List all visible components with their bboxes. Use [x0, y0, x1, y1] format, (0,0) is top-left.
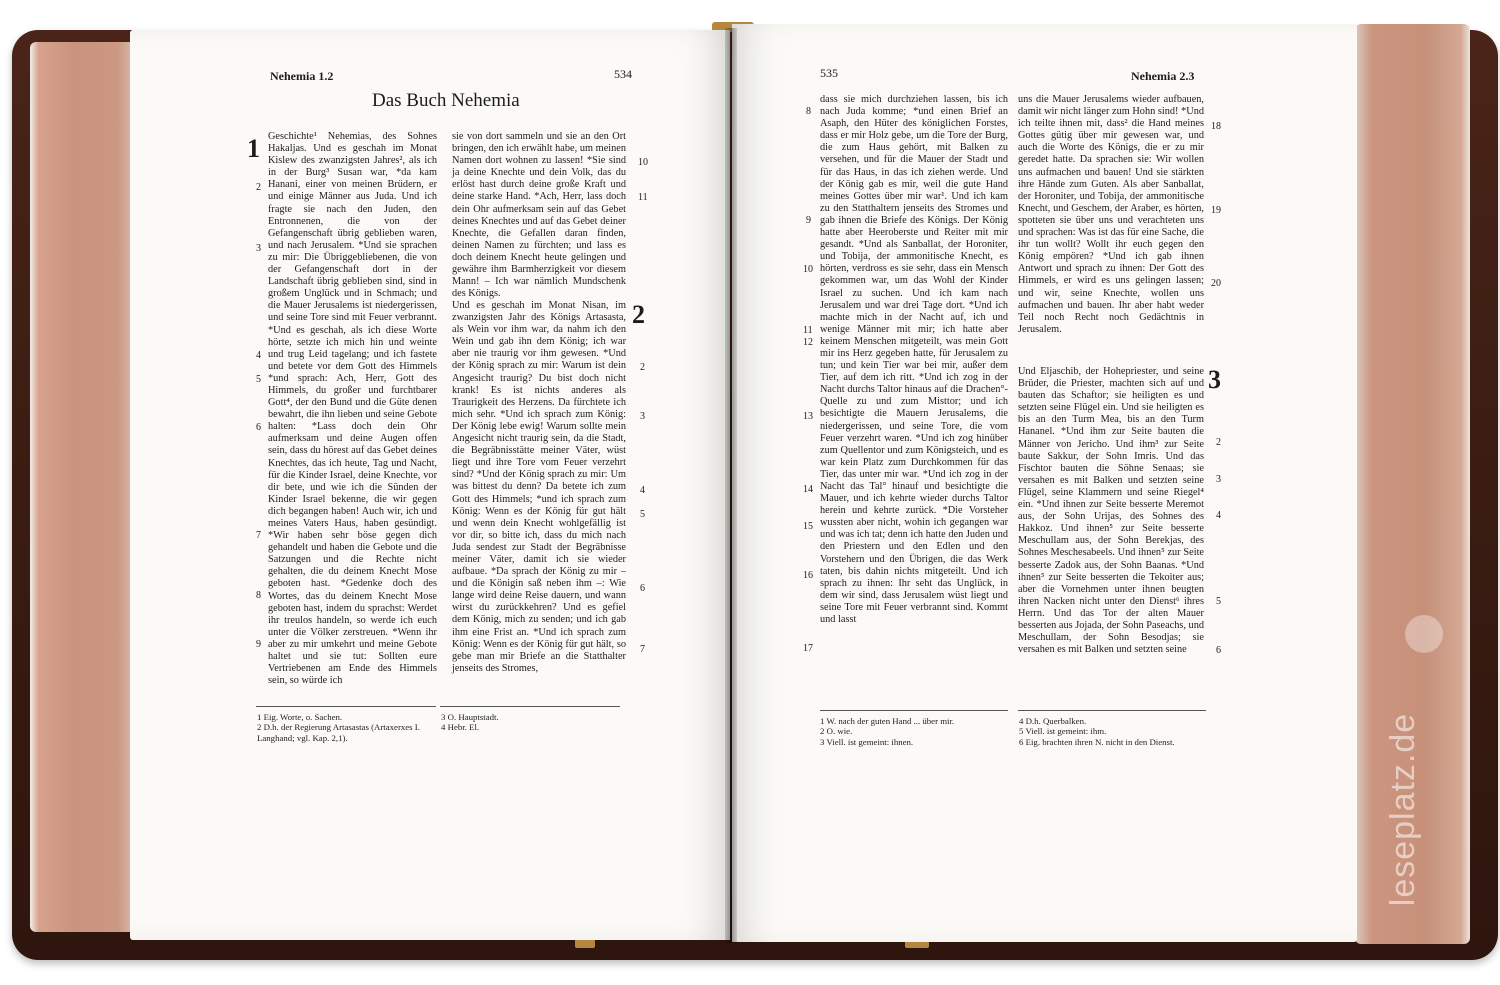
- verse-number: 11: [638, 192, 648, 203]
- verse-number: 8: [806, 106, 811, 117]
- verse-number: 11: [803, 325, 813, 336]
- verse-number: 2: [640, 362, 645, 373]
- verse-number: 15: [803, 521, 813, 532]
- verse-number: 6: [640, 583, 645, 594]
- verse-number: 7: [640, 644, 645, 655]
- left-running-head: Nehemia 1.2: [270, 69, 334, 83]
- verse-number: 6: [1216, 645, 1221, 656]
- book-title: Das Buch Nehemia: [372, 90, 520, 111]
- left-column-1-text: Geschichte¹ Nehemias, des Sohnes Hakaljas. Und es geschah im Monat Kislew des zwanzigsten Jahres², als ich in der Burg³ Susan war, *da kam Hanani, einer von meinen Brüdern, er und einige Männer aus Juda. Und ich fragte sie nach den Juden, den Entronnenen, die von der Gefangenschaft übrig geblieben waren, und nach Jerusalem. *Und sie sprachen zu mir: Die Übriggebliebenen, die von der Gefangenschaft dort in der Landschaft übrig geblieben sind, sind in großem Unglück und in Schmach; und die Mauer Jerusalems ist niedergerissen, und seine Tore sind mit Feuer verbrannt. *Und es geschah, als ich diese Worte hörte, setzte ich mich hin und weinte und trug Leid tagelang; und ich fastete und betete vor dem Gott des Himmels *und sprach: Ach, Herr, Gott des Himmels, du großer und furchtbarer Gott⁴, der den Bund und die Güte denen bewahrt, die ihn lieben und seine Gebote halten: *Lass doch dein Ohr aufmerksam und deine Augen offen sein, dass du hörest auf das Gebet deines Knechtes, das ich heute, Tag und Nacht, für die Kinder Israel, deine Knechte, vor dir bete, und wie ich die Sünden der Kinder Israel bekenne, die wir gegen dich begangen haben! Auch wir, ich und meines Vaters Haus, haben gesündigt. *Wir haben sehr böse gegen dich gehandelt und haben die Gebote und die Satzungen und die Rechte nicht gehalten, die du deinem Knecht Mose geboten hast. *Gedenke doch des Wortes, das du deinem Knecht Mose geboten hast, indem du sprachst: Werdet ihr treulos handeln, so werde ich euch unter die Völker zerstreuen. *Wenn ihr aber zu mir umkehrt und meine Gebote haltet und sie tut: Sollten eure Vertriebenen am Ende des Himmels sein, so würde ich: [268, 131, 437, 687]
- verse-number: 3: [640, 411, 645, 422]
- verse-number: 9: [256, 639, 261, 650]
- verse-number: 20: [1211, 278, 1221, 289]
- verse-number: 4: [640, 485, 645, 496]
- verse-number: 8: [256, 590, 261, 601]
- footnote-rule: [440, 706, 620, 707]
- verse-number: 19: [1211, 205, 1221, 216]
- footnote-rule: [820, 710, 1008, 711]
- left-footnotes-a: 1 Eig. Worte, o. Sachen. 2 D.h. der Regierung Artasastas (Artaxerxes I. Langhand; vgl. Kap. 2,1).: [257, 712, 420, 743]
- verse-number: 16: [803, 570, 813, 581]
- right-column-2a-text: uns die Mauer Jerusalems wieder aufbauen, damit wir nicht länger zum Hohn sind! *Und ich teilte ihnen mit, dass² die Hand meines Gottes gütig über mir gewesen war, und auch die Worte des Königs, die er zu mir geredet hatte. Da sprachen sie: Wir wollen uns aufmachen und bauen! Und sie stärkten ihre Hände zum Guten. Als aber Sanballat, der Horoniter, und Tobija, der ammonitische Knecht, und Geschem, der Araber, es hörten, spotteten sie über uns und verachteten uns und sprachen: Was ist das für eine Sache, die ihr tun wollt? Wollt ihr euch gegen den König empören? *Und ich gab ihnen Antwort und sprach zu ihnen: Der Gott des Himmels, er wird es uns gelingen lassen; und wir, seine Knechte, wollen uns aufmachen und bauen. Ihr aber habt weder Teil noch Recht noch Gedächtnis in Jerusalem.: [1018, 94, 1204, 335]
- verse-number: 13: [803, 411, 813, 422]
- left-page-edges: [30, 42, 140, 932]
- verse-number: 2: [1216, 437, 1221, 448]
- left-column-2a-text: sie von dort sammeln und sie an den Ort bringen, den ich erwählt habe, um meinen Namen dort wohnen zu lassen! *Sie sind ja deine Knechte und dein Volk, das du erlöst hast durch deine große Kraft und deine starke Hand. *Ach, Herr, lass doch dein Ohr aufmerksam sein auf das Gebet deines Knechtes und auf das Gebet deiner Knechte, die Gefallen daran finden, deinen Namen zu fürchten; und lass es doch deinem Knecht heute gelingen und gewähre ihm Barmherzigkeit vor diesem Mann! – Ich war nämlich Mundschenk des Königs.: [452, 131, 626, 300]
- verse-number: 2: [256, 182, 261, 193]
- verse-number: 5: [640, 509, 645, 520]
- right-running-head: Nehemia 2.3: [1131, 69, 1195, 83]
- left-page-number: 534: [614, 67, 632, 81]
- right-page-number: 535: [820, 66, 838, 80]
- verse-number: 5: [1216, 596, 1221, 607]
- verse-number: 14: [803, 484, 813, 495]
- book-gutter: [725, 28, 737, 943]
- verse-number: 7: [256, 530, 261, 541]
- left-footnotes-b: 3 O. Hauptstadt. 4 Hebr. El.: [441, 712, 499, 733]
- left-column-2b-text: Und es geschah im Monat Nisan, im zwanzigsten Jahr des Königs Artasasta, als Wein vor ihm war, da nahm ich den Wein und gab ihn dem König; ich war aber nie traurig vor ihm gewesen. *Und der König sprach zu mir: Warum ist dein Angesicht traurig? Du bist doch nicht krank! Es ist nichts anderes als Traurigkeit des Herzens. Da fürchtete ich mich sehr. *Und ich sprach zum König: Der König lebe ewig! Warum sollte mein Angesicht nicht traurig sein, da die Stadt, die Begräbnisstätte meiner Väter, wüst liegt und ihre Tore vom Feuer verzehrt sind? *Und der König sprach zu mir: Um was bittest du denn? Da betete ich zum Gott des Himmels; *und ich sprach zum König: Wenn es der König für gut hält und wenn dein Knecht wohlgefällig ist vor dir, so bitte ich, dass du mich nach Juda sendest zur Stadt der Begräbnisse meiner Väter, damit ich sie wieder aufbaue. *Da sprach der König zu mir – und die Königin saß neben ihm –: Wie lange wird deine Reise dauern, und wann wirst du zurückkehren? Und es gefiel dem König, mich zu senden; und ich gab ihm eine Frist an. *Und ich sprach zum König: Wenn es der König für gut hält, so gebe man mir Briefe an die Statthalter jenseits des Stromes,: [452, 300, 626, 674]
- verse-number: 6: [256, 422, 261, 433]
- verse-number: 4: [256, 350, 261, 361]
- right-column-1-text: dass sie mich durchziehen lassen, bis ich nach Juda komme; *und einen Brief an Asaph, den Hüter des königlichen Forstes, dass er mir Holz gebe, um die Tore der Burg, die zum Haus gehört, mit Balken zu versehen, und für die Mauer der Stadt und für das Haus, in das ich ziehen werde. Und der König gab es mir, weil die gute Hand meines Gottes über mir war¹. Und ich kam zu den Statthaltern jenseits des Stromes und gab ihnen die Briefe des Königs. Der König hatte aber Heeroberste und Reiter mit mir gesandt. *Und als Sanballat, der Horoniter, und Tobija, der ammonitische Knecht, es hörten, verdross es sie sehr, dass ein Mensch gekommen war, um das Wohl der Kinder Israel zu suchen. Und ich kam nach Jerusalem und war drei Tage dort. *Und ich machte mich in der Nacht auf, ich und wenige Männer mit mir; ich hatte aber keinem Menschen mitgeteilt, was mein Gott mir ins Herz gegeben hatte, für Jerusalem zu tun; und kein Tier war bei mir, außer dem Tier, auf dem ich ritt. *Und ich zog in der Nacht durchs Taltor hinaus auf die Drachen°-Quelle zu und zum Misttor; und ich besichtigte die Mauern Jerusalems, die niedergerissen, und seine Tore, die vom Feuer verzehrt waren. *Und ich zog hinüber zum Quellentor und zum Königsteich, und es war kein Platz zum Durchkommen für das Tier, das unter mir war. *Und ich zog in der Nacht das Tal° hinauf und besichtigte die Mauer, und ich kehrte wieder durchs Taltor herein und kehrte zurück. *Die Vorsteher wussten aber nicht, wohin ich gegangen war und was ich tat; denn ich hatte den Juden und den Priestern und den Edlen und den Vorstehern und den Übrigen, die das Werk taten, bis dahin nichts mitgeteilt. Und ich sprach zu ihnen: Ihr seht das Unglück, in dem wir sind, dass Jerusalem wüst liegt und seine Tore mit Feuer verbrannt sind. Kommt und lasst: [820, 94, 1008, 626]
- verse-number: 5: [256, 374, 261, 385]
- right-column-2b-text: Und Eljaschib, der Hohepriester, und seine Brüder, die Priester, machten sich auf und bauten das Schaftor; sie heiligten es und setzten seine Flügel ein. Und sie heiligten es bis an den Turm Mea, bis an den Turm Hananel. *Und ihm zur Seite bauten die Männer von Jericho. Und ihm³ zur Seite baute Sakkur, der Sohn Imris. Und das Fischtor bauten die Söhne Senaas; sie versahen es mit Balken und setzten seine Flügel, seine Klammern und seine Riegel⁴ ein. *Und ihnen zur Seite besserte Meremot aus, der Sohn Urijas, des Sohnes des Hakkoz. Und ihnen⁵ zur Seite besserte Meschullam aus, der Sohn Berekjas, des Sohnes Meschesabeels. Und ihnen⁵ zur Seite besserte Zadok aus, der Sohn Baanas. *Und ihnen⁵ zur Seite besserten die Tekoiter aus; aber die Vornehmen unter ihnen beugten ihren Nacken nicht unter den Dienst⁶ ihres Herrn. Und das Tor der alten Mauer besserten aus Jojada, der Sohn Paseachs, und Meschullam, der Sohn Besodjas; sie versahen es mit Balken und setzten seine: [1018, 366, 1204, 656]
- verse-number: 3: [256, 243, 261, 254]
- footnote-rule: [256, 706, 436, 707]
- verse-number: 10: [803, 264, 813, 275]
- watermark: leseplatz.de: [1384, 712, 1423, 907]
- right-footnotes-b: 4 D.h. Querbalken. 5 Viell. ist gemeint: ihm. 6 Eig. brachten ihren N. nicht in den Dienst.: [1019, 716, 1175, 747]
- verse-number: 12: [803, 337, 813, 348]
- footnote-rule: [1018, 710, 1206, 711]
- right-footnotes-a: 1 W. nach der guten Hand ... über mir. 2 O. wie. 3 Viell. ist gemeint: ihnen.: [820, 716, 955, 747]
- verse-number: 17: [803, 643, 813, 654]
- verse-number: 10: [638, 157, 648, 168]
- verse-number: 3: [1216, 474, 1221, 485]
- verse-number: 9: [806, 215, 811, 226]
- chapter-number-1: 1: [247, 134, 260, 163]
- verse-number: 18: [1211, 121, 1221, 132]
- chapter-number-3: 3: [1208, 365, 1221, 394]
- chapter-number-2: 2: [632, 300, 645, 329]
- verse-number: 4: [1216, 510, 1221, 521]
